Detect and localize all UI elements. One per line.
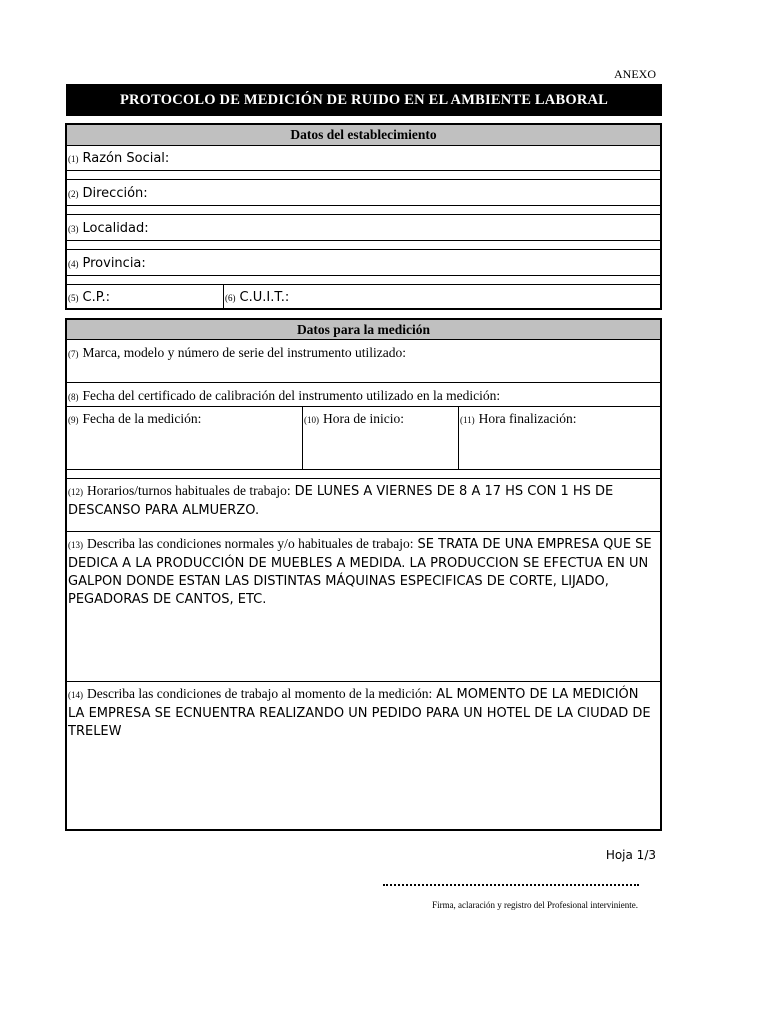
field-cp[interactable]: [67, 285, 223, 308]
field-direccion[interactable]: [67, 180, 660, 206]
spacer-row: [67, 241, 660, 250]
field-localidad[interactable]: [67, 215, 660, 241]
field-label: C.P.:: [82, 290, 111, 305]
establishment-section: [65, 123, 662, 310]
field-number: (12): [68, 487, 83, 497]
field-label: C.U.I.T.:: [239, 290, 290, 305]
field-label: Fecha de la medición:: [82, 411, 202, 426]
field-schedule[interactable]: [67, 479, 660, 532]
signature-line: [383, 874, 639, 886]
field-number: (10): [304, 415, 319, 425]
field-number: (11): [460, 415, 475, 425]
field-cuit[interactable]: [223, 285, 660, 308]
field-label: Fecha del certificado de calibración del instrumento utilizado en la medición:: [82, 388, 501, 403]
field-number: (5): [68, 293, 79, 303]
field-number: (2): [68, 189, 79, 199]
field-value: SE TRATA DE UNA EMPRESA QUE SE DEDICA A LA PRODUCCIÓN DE MUEBLES A MEDIDA. LA PRODUCCION SE EFECTUA EN UN GALPON DONDE ESTAN LAS DISTINTAS MÁQUINAS ESPECIFICAS DE CORTE, LIJADO, PEGADORAS DE CANTOS, ETC.: [68, 537, 652, 607]
field-label: Localidad:: [82, 221, 149, 236]
field-razon-social[interactable]: [67, 146, 660, 171]
field-number: (8): [68, 392, 79, 402]
field-label: Provincia:: [82, 256, 146, 271]
spacer-row: [67, 206, 660, 215]
spacer-row: [67, 276, 660, 285]
field-number: (13): [68, 540, 83, 550]
measurement-section: [65, 318, 662, 831]
field-label: Marca, modelo y número de serie del instrumento utilizado:: [82, 345, 407, 360]
field-label: Hora finalización:: [478, 411, 577, 426]
establishment-header: Datos del establecimiento: [67, 125, 660, 146]
field-number: (3): [68, 224, 79, 234]
measurement-header: Datos para la medición: [67, 320, 660, 340]
field-start-time[interactable]: [302, 407, 458, 469]
field-label: Hora de inicio:: [323, 411, 404, 426]
field-value: AL MOMENTO DE LA MEDICIÓN LA EMPRESA SE ECNUENTRA REALIZANDO UN PEDIDO PARA UN HOTEL DE LA CIUDAD DE TRELEW: [68, 687, 651, 739]
field-label: Dirección:: [82, 186, 148, 201]
field-label: Describa las condiciones normales y/o habituales de trabajo:: [87, 536, 414, 551]
field-label: Horarios/turnos habituales de trabajo:: [87, 483, 291, 498]
signature-caption: Firma, aclaración y registro del Profesional interviniente.: [432, 900, 638, 910]
page-number: Hoja 1/3: [605, 848, 656, 862]
field-number: (14): [68, 690, 83, 700]
annex-label: ANEXO: [614, 67, 656, 81]
field-current-conditions[interactable]: [67, 682, 660, 829]
field-label: Razón Social:: [82, 151, 170, 166]
field-value: DE LUNES A VIERNES DE 8 A 17 HS CON 1 HS DE DESCANSO PARA ALMUERZO.: [68, 484, 614, 518]
field-measurement-date[interactable]: [67, 407, 302, 469]
field-provincia[interactable]: [67, 250, 660, 276]
field-label: Describa las condiciones de trabajo al momento de la medición:: [87, 686, 433, 701]
field-number: (6): [225, 293, 236, 303]
field-number: (1): [68, 154, 79, 164]
field-instrument[interactable]: [67, 340, 660, 383]
field-number: (7): [68, 349, 79, 359]
field-calibration[interactable]: [67, 383, 660, 407]
field-number: (4): [68, 259, 79, 269]
document-title: PROTOCOLO DE MEDICIÓN DE RUIDO EN EL AMBIENTE LABORAL: [66, 84, 662, 116]
cp-cuit-row: [67, 285, 660, 308]
spacer-row: [67, 470, 660, 479]
field-number: (9): [68, 415, 79, 425]
field-normal-conditions[interactable]: [67, 532, 660, 682]
date-time-row: [67, 407, 660, 470]
field-end-time[interactable]: [458, 407, 660, 469]
spacer-row: [67, 171, 660, 180]
